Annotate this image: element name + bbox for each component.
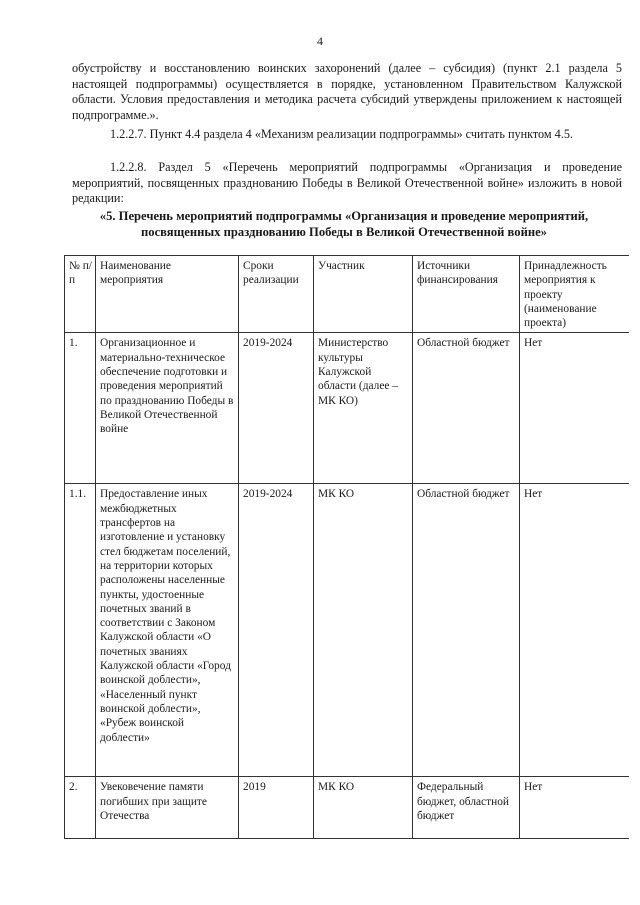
cell-project: Нет <box>520 777 629 839</box>
cell-project: Нет <box>520 333 629 484</box>
paragraph-1-2-2-7: 1.2.2.7. Пункт 4.4 раздела 4 «Механизм реализации подпрограммы» считать пунктом 4.5. <box>110 127 573 141</box>
cell-num: 2. <box>65 777 96 839</box>
cell-project: Нет <box>520 484 629 777</box>
header-participant: Участник <box>314 256 413 333</box>
cell-num: 1.1. <box>65 484 96 777</box>
cell-name: Организационное и материально-техническое обеспечение подготовки и проведения мероприятий по празднованию Победы в Великой Отечественной войне <box>96 333 239 484</box>
cell-num: 1. <box>65 333 96 484</box>
table-header-row <box>65 256 629 333</box>
cell-name: Предоставление иных межбюджетных трансфертов на изготовление и установку стел бюджетам поселений, на территории которых расположены населенные пункты, удостоенные почетных званий в соответствии с Законом Калужской области «О почетных званиях Калужской области «Город воинской доблести», «Населенный пункт воинской доблести», «Рубеж воинской доблести» <box>96 484 239 777</box>
header-num: № п/п <box>65 256 96 333</box>
table-row <box>65 333 629 484</box>
header-source: Источники финансирования <box>413 256 520 333</box>
cell-term: 2019-2024 <box>239 333 314 484</box>
cell-participant: МК КО <box>314 777 413 839</box>
paragraph-subsidy-procedure: обустройству и восстановлению воинских захоронений (далее – субсидия) (пункт 2.1 раздела 5 настоящей подпрограммы) осуществляется в порядке, установленном Правительством Калужской области. Условия предоставления и методика расчета субсидий утверждены приложением к настоящей подпрограмме.». <box>72 61 622 122</box>
cell-source: Областной бюджет <box>413 333 520 484</box>
page-number: 4 <box>317 34 323 48</box>
activities-table <box>64 255 629 839</box>
cell-term: 2019-2024 <box>239 484 314 777</box>
table-row <box>65 484 629 777</box>
header-name: Наименование мероприятия <box>96 256 239 333</box>
cell-name: Увековечение памяти погибших при защите Отечества <box>96 777 239 839</box>
cell-participant: Министерство культуры Калужской области (далее – МК КО) <box>314 333 413 484</box>
cell-source: Федеральный бюджет, областной бюджет <box>413 777 520 839</box>
header-project: Принадлежность мероприятия к проекту (наименование проекта) <box>520 256 629 333</box>
section-heading: «5. Перечень мероприятий подпрограммы «Организация и проведение мероприятий, посвященных празднованию Победы в Великой Отечественной войне» <box>99 209 589 239</box>
cell-term: 2019 <box>239 777 314 839</box>
cell-source: Областной бюджет <box>413 484 520 777</box>
cell-participant: МК КО <box>314 484 413 777</box>
table-row <box>65 777 629 839</box>
header-term: Сроки реализации <box>239 256 314 333</box>
paragraph-1-2-2-8: 1.2.2.8. Раздел 5 «Перечень мероприятий подпрограммы «Организация и проведение мероприятий, посвященных празднованию Победы в Великой Отечественной войне» изложить в новой редакции: <box>72 160 622 206</box>
